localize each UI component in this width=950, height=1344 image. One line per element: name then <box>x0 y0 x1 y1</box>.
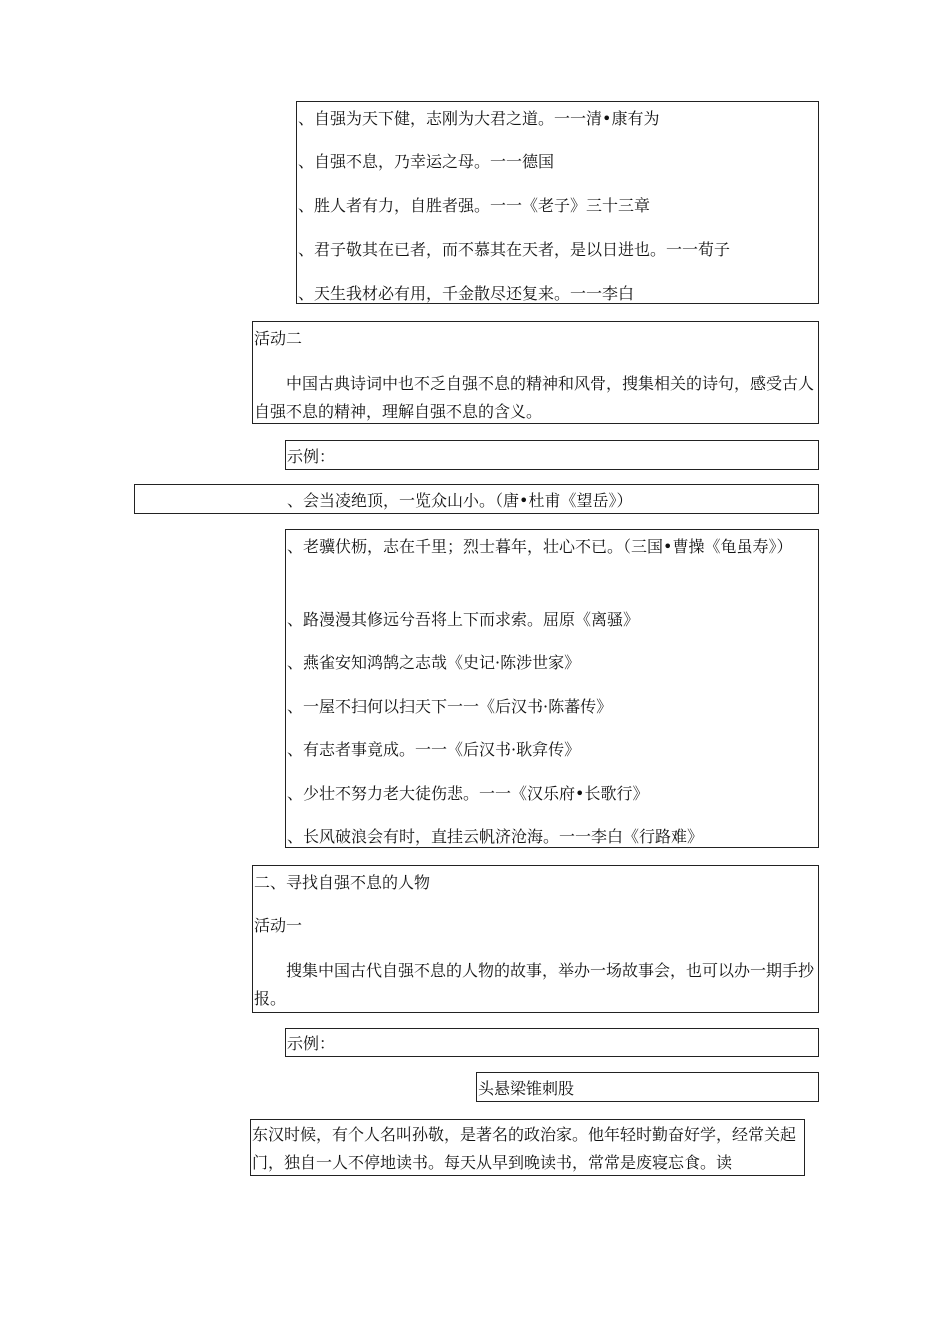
example1-label: 示例： <box>287 447 336 466</box>
poem-line: 、路漫漫其修远兮吾将上下而求索。屈原《离骚》 <box>287 610 640 629</box>
example2-box <box>285 1028 819 1057</box>
quote-line: 、君子敬其在已者，而不慕其在天者，是以日进也。一一荀子 <box>298 240 731 259</box>
poem-line-2: 、老骥伏枥，志在千里；烈士暮年，壮心不已。（三国•曹操《龟虽寿》） <box>287 537 793 556</box>
section2-body: 搜集中国古代自强不息的人物的故事，举办一场故事会，也可以办一期手抄报。 <box>254 961 815 1008</box>
section2-heading: 二、寻找自强不息的人物 <box>254 873 431 892</box>
quote-line: 、自强不息，乃幸运之母。一一德国 <box>298 152 555 171</box>
quote-line: 、天生我材必有用，千金散尽还复来。一一李白 <box>298 284 635 303</box>
activity2-title: 活动二 <box>254 329 303 348</box>
story-body: 东汉时候，有个人名叫孙敬，是著名的政治家。他年轻时勤奋好学，经常关起门，独自一人不停地读书。每天从早到晚读书，常常是废寝忘食。读 <box>252 1125 797 1172</box>
activity2-body: 中国古典诗词中也不乏自强不息的精神和风骨，搜集相关的诗句，感受古人自强不息的精神，理解自强不息的含义。 <box>254 374 815 421</box>
quote-line: 、胜人者有力，自胜者强。一一《老子》三十三章 <box>298 196 651 215</box>
example1-box <box>285 440 819 470</box>
story-title: 头悬梁锥刺股 <box>478 1079 575 1098</box>
section2-activity-title: 活动一 <box>254 916 303 935</box>
poem-line: 、一屋不扫何以扫天下一一《后汉书·陈蕃传》 <box>287 697 613 716</box>
poem-line: 、少壮不努力老大徒伤悲。一一《汉乐府•长歌行》 <box>287 784 649 803</box>
poem-line-1: 、会当凌绝顶，一览众山小。（唐•杜甫《望岳》） <box>287 491 633 510</box>
poem-line: 、有志者事竟成。一一《后汉书·耿弇传》 <box>287 740 581 759</box>
poem-line: 、燕雀安知鸿鹄之志哉《史记·陈涉世家》 <box>287 653 581 672</box>
poem-line: 、长风破浪会有时，直挂云帆济沧海。一一李白《行路难》 <box>287 827 704 846</box>
example2-label: 示例： <box>287 1034 336 1053</box>
quote-line: 、自强为天下健，志刚为大君之道。一一清•康有为 <box>298 109 660 128</box>
